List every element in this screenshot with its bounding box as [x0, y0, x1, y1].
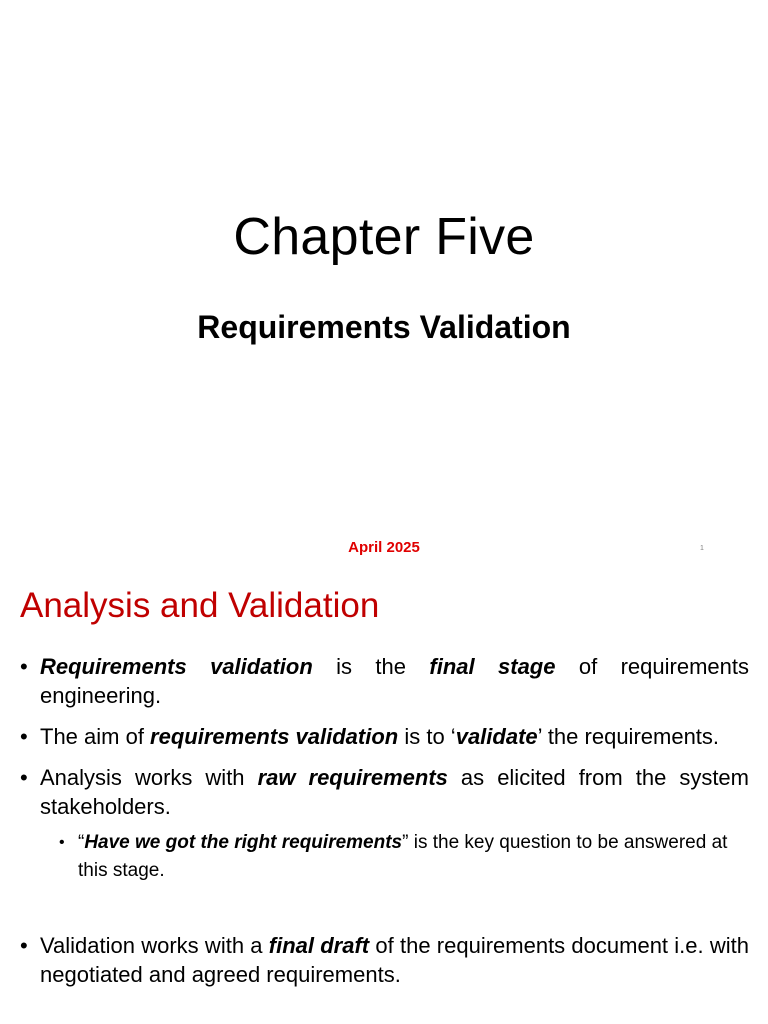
bullet-item	[20, 722, 749, 751]
bullet-text: Analysis works with	[40, 765, 258, 790]
bullet-text: of the requirements document i.e. with negotiated and agreed requirements.	[40, 933, 749, 987]
bullet-text: as elicited from the system stakeholders.	[40, 765, 749, 819]
bullet-text: The aim of	[40, 724, 151, 749]
sub-bullet-icon: •	[59, 834, 65, 851]
slide-number: 1	[700, 545, 704, 552]
bullet-emphasis: final draft	[268, 933, 370, 958]
chapter-subtitle: Requirements Validation	[197, 309, 571, 345]
sub-bullet-item	[59, 829, 749, 885]
bullet-emphasis: Requirements validation	[40, 654, 313, 679]
sub-bullet-text: “	[78, 832, 85, 853]
bullet-emphasis: requirements validation	[150, 724, 399, 749]
content-slide	[0, 576, 768, 1024]
chapter-title: Chapter Five	[233, 208, 535, 266]
bullet-text: Validation works with a	[40, 933, 269, 958]
bullet-text: ’ the requirements.	[537, 724, 720, 749]
bullet-icon: •	[20, 933, 28, 958]
sub-bullet-text: ” is the key question to be answered at this stage.	[78, 832, 728, 881]
slide-date: April 2025	[348, 539, 420, 556]
section-title: Analysis and Validation	[20, 586, 380, 625]
bullet-item	[20, 652, 749, 710]
bullet-item	[20, 763, 749, 821]
bullet-emphasis: raw requirements	[257, 765, 448, 790]
bullet-text: of requirements engineering.	[40, 654, 749, 708]
bullet-item	[20, 931, 749, 989]
bullet-icon: •	[20, 765, 28, 790]
bullet-emphasis: final stage	[429, 654, 556, 679]
bullet-text: is the	[312, 654, 430, 679]
bullet-list	[20, 652, 749, 1001]
bullet-icon: •	[20, 654, 28, 679]
bullet-text: is to ‘	[398, 724, 456, 749]
sub-bullet-emphasis: Have we got the right requirements	[84, 832, 403, 853]
bullet-emphasis: validate	[455, 724, 538, 749]
bullet-icon: •	[20, 724, 28, 749]
